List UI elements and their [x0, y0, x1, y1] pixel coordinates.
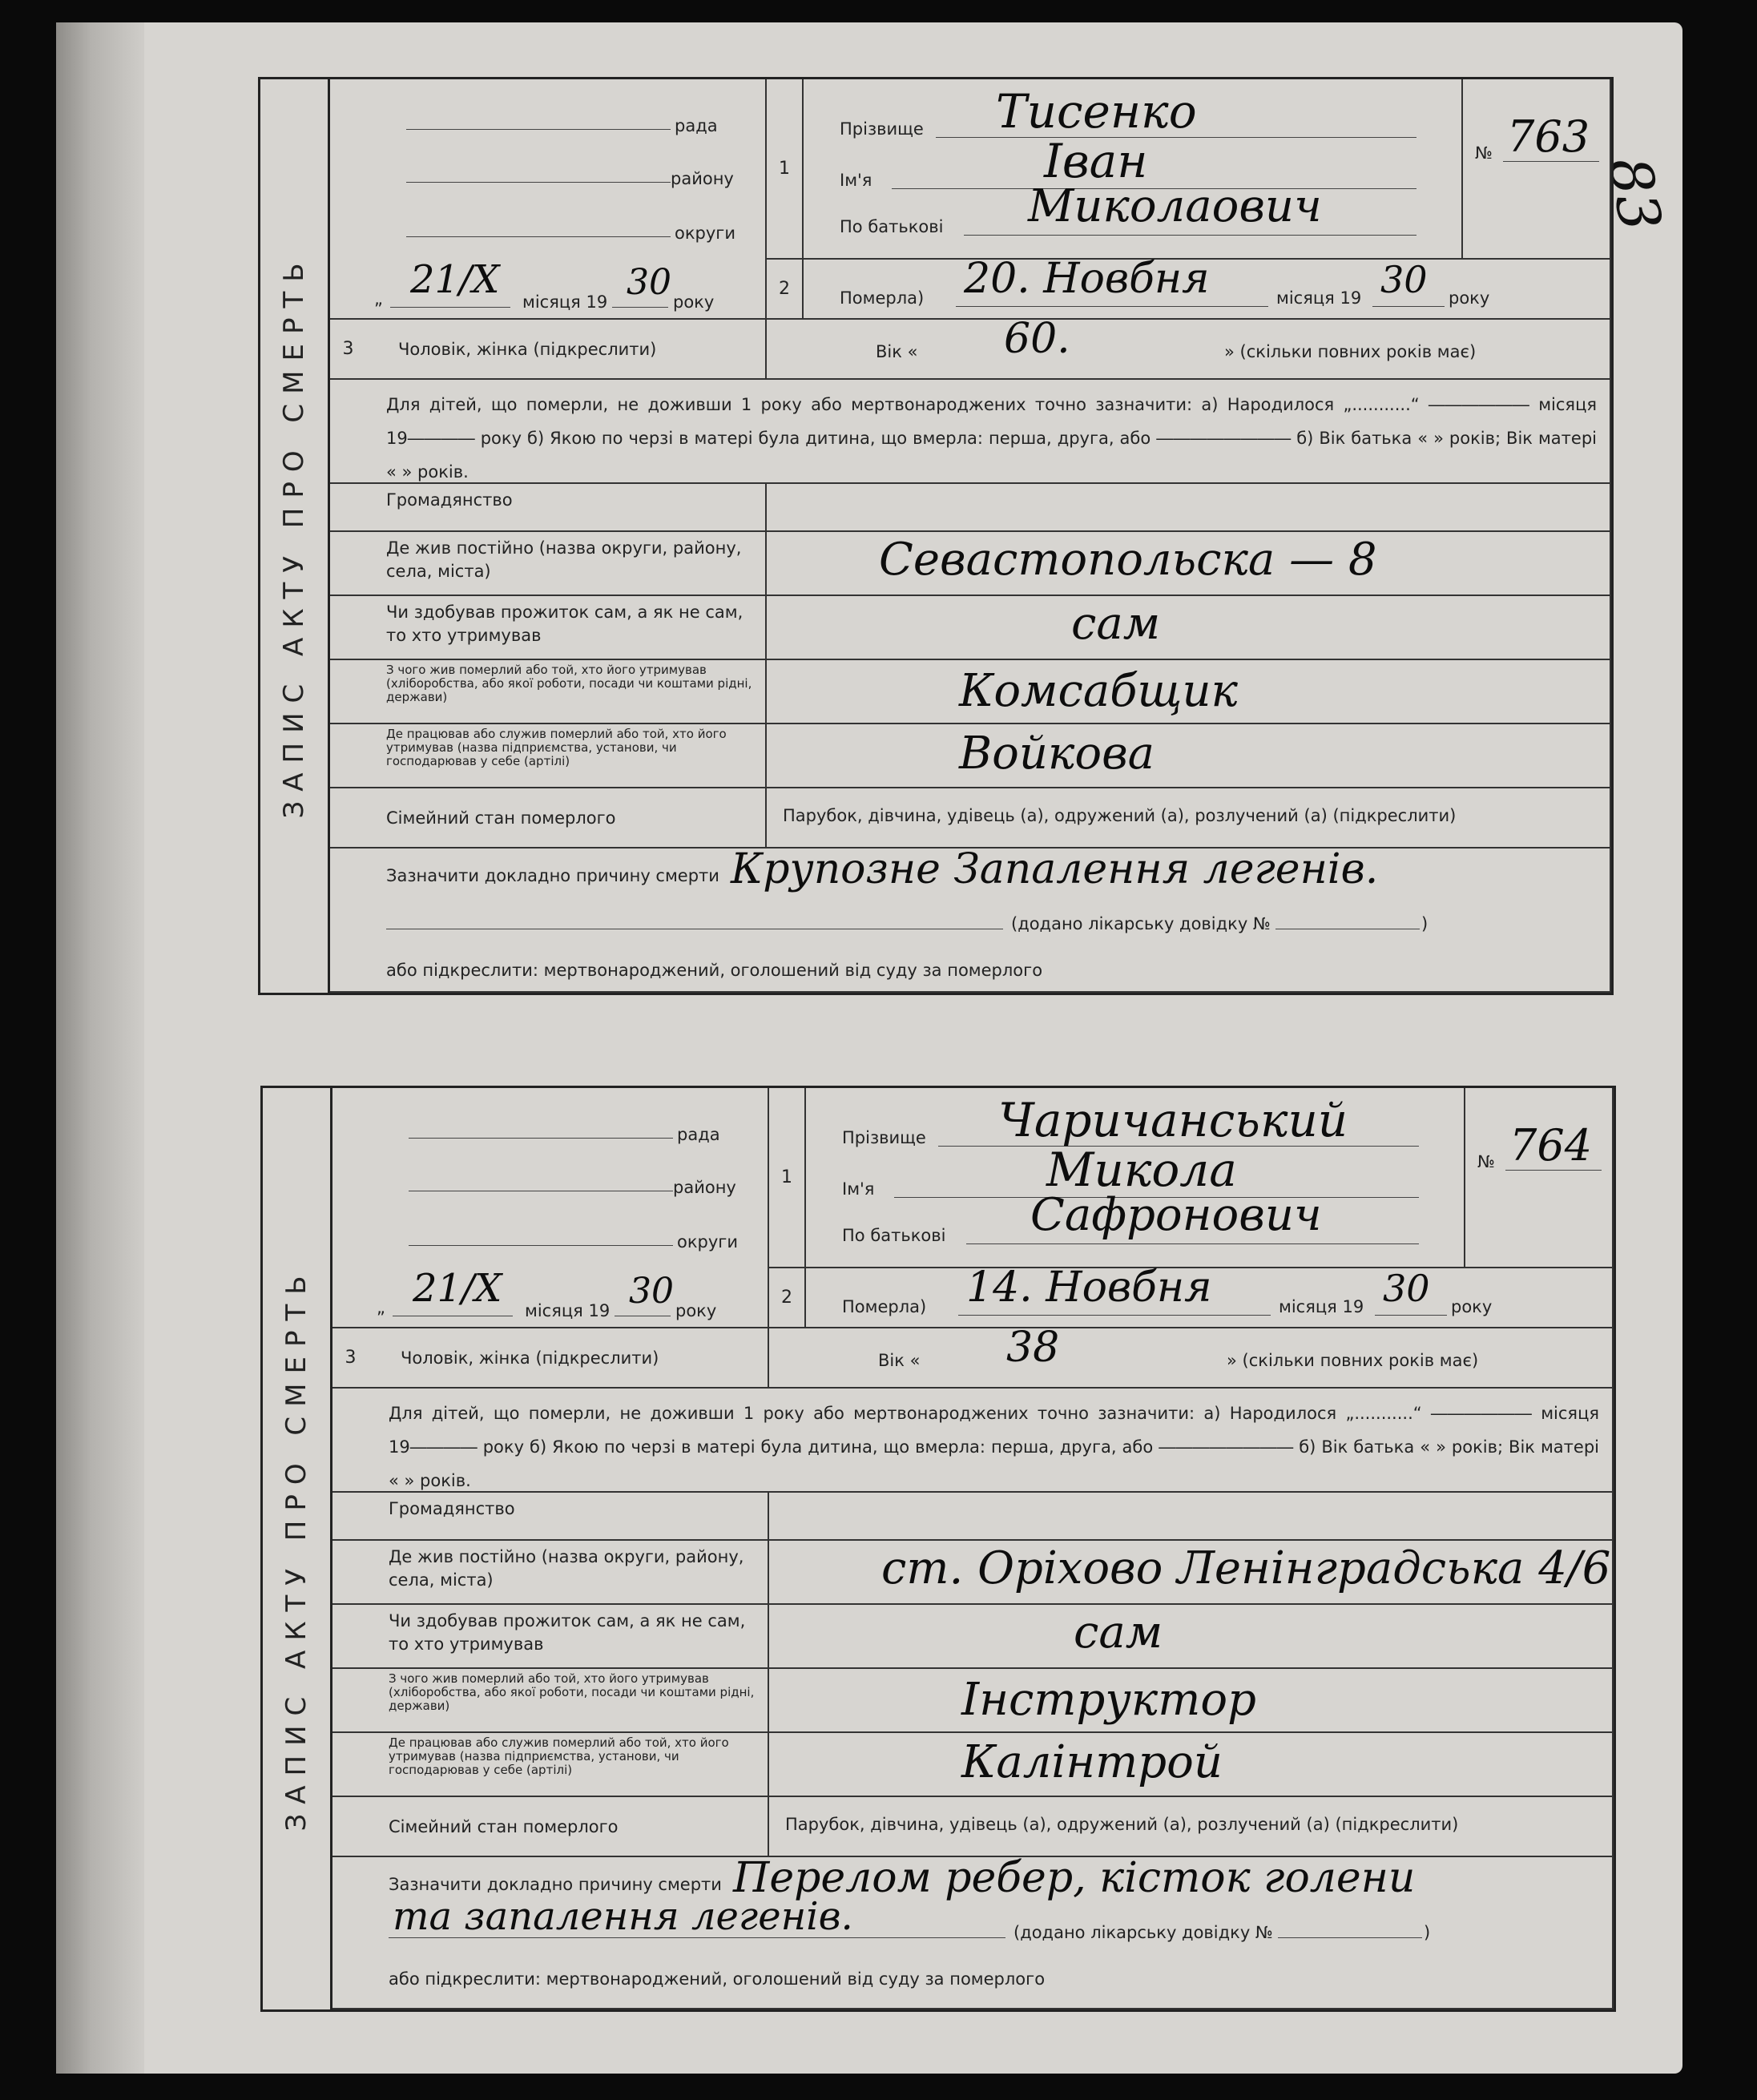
label-name: Ім'я: [840, 171, 872, 190]
registration-block: [332, 1088, 769, 1328]
workplace-label: Де працював або служив померлий або той, хто його утримував (назва підприємства, установи, чи господарював у себе (артілі): [332, 1733, 769, 1797]
label-rada: рада: [675, 116, 718, 135]
margin-page-number: 83: [1595, 151, 1675, 236]
label-rada: рада: [677, 1125, 720, 1144]
row-number-1: 1: [769, 1088, 806, 1268]
livelihood-label: Чи здобував прожиток сам, а як не сам, то хто утримував: [330, 596, 767, 660]
residence-value: ст. Оріхово Ленінградська 4/6: [881, 1542, 1611, 1594]
registration-day: 21/X: [410, 257, 500, 302]
residence-value: Севастопольска — 8: [879, 534, 1377, 586]
citizenship-value: [767, 484, 1611, 532]
marital-cell: [767, 788, 1611, 848]
label-quote: „: [377, 1298, 385, 1317]
sex-label: Чоловік, жінка (підкреслити): [398, 339, 657, 359]
death-record-form-1: [258, 77, 1614, 995]
stillborn-note: або підкреслити: мертвонароджений, оголошений від суду за померлого: [389, 1969, 1046, 1989]
workplace-value: Калінтрой: [961, 1736, 1223, 1788]
name-value: Микола: [1046, 1143, 1237, 1197]
death-date-block: [804, 255, 1611, 320]
side-title-bar: [260, 79, 330, 993]
label-name: Ім'я: [842, 1179, 875, 1199]
source-label: З чого жив померлий або той, хто його утримував (хліборобства, або якої роботи, посади чи коштами рідні, держави): [330, 660, 767, 724]
citizenship-label: Громадянство: [330, 484, 767, 532]
workplace-cell: [767, 724, 1611, 788]
source-value: Комсабщик: [959, 665, 1238, 717]
sex-label: Чоловік, жінка (підкреслити): [401, 1348, 659, 1368]
source-cell: [767, 660, 1611, 724]
death-year: 30: [1383, 1267, 1430, 1310]
form-grid: [330, 79, 1611, 993]
record-number-cell: [1465, 1088, 1614, 1268]
death-record-form-2: [260, 1086, 1616, 2012]
workplace-value: Войкова: [959, 728, 1155, 780]
name-block: [806, 1088, 1465, 1268]
marital-label: Сімейний стан померлого: [330, 788, 767, 848]
cause-block: Зазначити докладно причину смерти Крупозне Запалення легенів. (додано лікарську довідку № ) або підкреслити: мертвонароджений, оголошений від суду за померлого: [330, 848, 1611, 993]
name-block: [804, 79, 1463, 260]
label-died-roku: року: [1451, 1297, 1493, 1316]
label-number: №: [1475, 143, 1493, 163]
marital-options: Парубок, дівчина, удівець (а), одружений (а), розлучений (а) (підкреслити): [783, 806, 1457, 825]
citizenship-label: Громадянство: [332, 1493, 769, 1541]
cause-label: Зазначити докладно причину смерти: [389, 1875, 722, 1894]
residence-cell: [769, 1541, 1614, 1605]
livelihood-cell: [769, 1605, 1614, 1669]
source-value: Інструктор: [961, 1674, 1256, 1726]
label-died: Померла): [840, 288, 925, 308]
age-value: 38: [1006, 1324, 1060, 1372]
label-quote: „: [374, 289, 383, 308]
row-number-2: 2: [769, 1268, 806, 1328]
label-roku: року: [675, 1301, 717, 1320]
age-cell: [806, 1324, 1614, 1389]
doctor-note-label: (додано лікарську довідку №: [1013, 1923, 1273, 1942]
marital-label: Сімейний стан померлого: [332, 1797, 769, 1857]
children-block: [332, 1389, 1614, 1493]
surname-value: Чаричанський: [998, 1093, 1348, 1147]
marital-options: Парубок, дівчина, удівець (а), одружений (а), розлучений (а) (підкреслити): [785, 1815, 1459, 1834]
citizenship-value: [769, 1493, 1614, 1541]
form-grid: [332, 1088, 1614, 2009]
death-date-block: [806, 1264, 1614, 1328]
livelihood-value: сам: [1071, 598, 1161, 650]
cause-value-2: та запалення легенів.: [393, 1894, 853, 1939]
children-text: Для дітей, що померли, не доживши 1 року або мертвонароджених точно зазначити: а) Народилося „...........“ ―――――― місяця 19―――― року б) Якою по черзі в матері була дитина, що вмерла: перша, друга, або ―――――――― б) Вік батька « » років; Вік матері « » років.: [386, 395, 1597, 482]
workplace-cell: [769, 1733, 1614, 1797]
stillborn-note: або підкреслити: мертвонароджений, оголошений від суду за померлого: [386, 961, 1043, 980]
cause-value-1: Крупозне Запалення легенів.: [731, 845, 1379, 893]
row-number-1: 1: [767, 79, 804, 260]
book-spine: [56, 22, 144, 2074]
residence-cell: [767, 532, 1611, 596]
residence-label: Де жив постійно (назва округи, району, села, міста): [332, 1541, 769, 1605]
name-value: Іван: [1044, 134, 1148, 188]
label-died-month: місяця 19: [1279, 1297, 1364, 1316]
registration-day: 21/X: [413, 1266, 502, 1311]
patronymic-value: Миколаович: [1028, 180, 1322, 232]
label-month-year: місяця 19: [525, 1301, 611, 1320]
death-date: 14. Новбня: [966, 1264, 1212, 1312]
registration-year: 30: [629, 1271, 674, 1312]
age-cell: [804, 315, 1611, 380]
registration-block: [330, 79, 767, 320]
label-surname: Прізвище: [842, 1128, 926, 1147]
cause-value-1: Перелом ребер, кісток голени: [733, 1854, 1416, 1902]
label-month-year: місяця 19: [522, 292, 608, 312]
age-value: 60.: [1004, 315, 1070, 363]
doctor-note-label: (додано лікарську довідку №: [1011, 914, 1271, 933]
livelihood-value: сам: [1074, 1606, 1163, 1659]
cause-label: Зазначити докладно причину смерти: [386, 866, 719, 885]
livelihood-cell: [767, 596, 1611, 660]
patronymic-value: Сафронович: [1030, 1189, 1322, 1241]
label-patronymic: По батькові: [842, 1226, 946, 1245]
residence-label: Де жив постійно (назва округи, району, села, міста): [330, 532, 767, 596]
row-number-2: 2: [767, 260, 804, 320]
label-age-left: Вік «: [876, 342, 918, 361]
label-okrug: округи: [677, 1232, 738, 1252]
source-cell: [769, 1669, 1614, 1733]
side-title-bar: [263, 1088, 332, 2009]
death-date: 20. Новбня: [964, 255, 1210, 303]
label-age-right: » (скільки повних років має): [1227, 1351, 1479, 1370]
sex-label-cell: 3 Чоловік, жінка (підкреслити): [330, 320, 767, 380]
record-number: 764: [1509, 1120, 1593, 1171]
children-block: [330, 380, 1611, 484]
registration-year: 30: [627, 262, 671, 303]
children-text: Для дітей, що померли, не доживши 1 року або мертвонароджених точно зазначити: а) Народилося „...........“ ―――――― місяця 19―――― року б) Якою по черзі в матері була дитина, що вмерла: перша, друга, або ―――――――― б) Вік батька « » років; Вік матері « » років.: [389, 1404, 1599, 1490]
livelihood-label: Чи здобував прожиток сам, а як не сам, то хто утримував: [332, 1605, 769, 1669]
marital-cell: [769, 1797, 1614, 1857]
label-died-roku: року: [1449, 288, 1490, 308]
label-okrug: округи: [675, 224, 735, 243]
record-number: 763: [1507, 111, 1590, 162]
sex-label-cell: 3 Чоловік, жінка (підкреслити): [332, 1328, 769, 1389]
side-title: ЗАПИС АКТУ ПРО СМЕРТЬ: [278, 253, 310, 819]
label-patronymic: По батькові: [840, 217, 944, 236]
label-age-right: » (скільки повних років має): [1224, 342, 1477, 361]
source-label: З чого жив померлий або той, хто його утримував (хліборобства, або якої роботи, посади чи коштами рідні, держави): [332, 1669, 769, 1733]
label-number: №: [1477, 1152, 1495, 1171]
label-died: Померла): [842, 1297, 927, 1316]
label-surname: Прізвище: [840, 119, 924, 139]
label-raion: району: [671, 169, 734, 188]
cause-block: Зазначити докладно причину смерти Перелом ребер, кісток голени та запалення легенів. (додано лікарську довідку № ) або підкреслити: мертвонароджений, оголошений від суду за померлого: [332, 1857, 1614, 2009]
surname-value: Тисенко: [996, 84, 1197, 139]
death-year: 30: [1380, 258, 1428, 301]
label-raion: району: [673, 1178, 736, 1197]
record-number-cell: [1463, 79, 1611, 260]
label-age-left: Вік «: [878, 1351, 921, 1370]
workplace-label: Де працював або служив померлий або той, хто його утримував (назва підприємства, установи, чи господарював у себе (артілі): [330, 724, 767, 788]
side-title: ЗАПИС АКТУ ПРО СМЕРТЬ: [280, 1266, 312, 1832]
label-roku: року: [673, 292, 715, 312]
label-died-month: місяця 19: [1276, 288, 1362, 308]
